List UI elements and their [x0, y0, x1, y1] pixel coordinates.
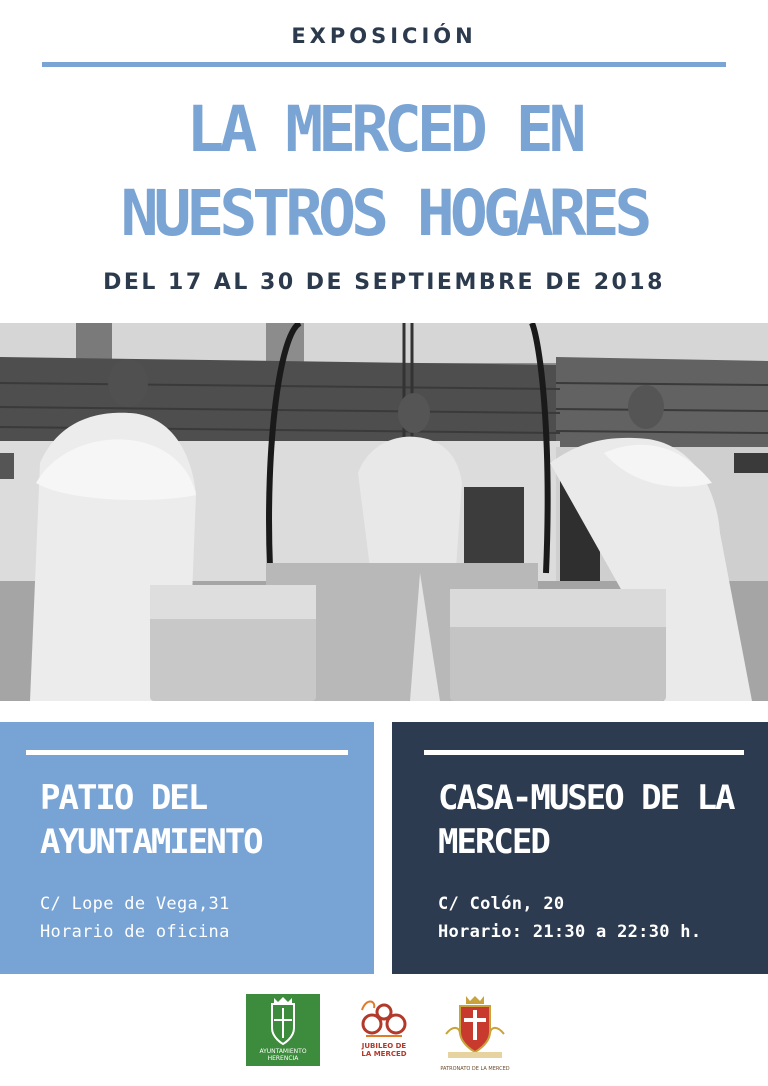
- title-line-1: LA MERCED EN: [186, 93, 582, 166]
- patronato-logo: [440, 994, 510, 1072]
- jubileo-caption-line-2: LA MERCED: [361, 1050, 407, 1058]
- exhibition-dates: DEL 17 AL 30 DE SEPTIEMBRE DE 2018: [103, 270, 665, 295]
- venue-card-divider: [424, 750, 744, 755]
- jubileo-caption-line-1: JUBILEO DE: [361, 1042, 407, 1050]
- venue-title-line-2: AYUNTAMIENTO: [40, 822, 262, 862]
- top-divider: [42, 62, 726, 67]
- jubileo-logo: [352, 994, 416, 1070]
- venue-address: C/ Lope de Vega,31: [40, 894, 230, 914]
- ayuntamiento-herencia-logo: [246, 994, 320, 1066]
- herencia-caption: AYUNTAMIENTO HERENCIA: [259, 1048, 307, 1062]
- venue-title-line-1: PATIO DEL: [40, 778, 207, 818]
- venue-card-divider: [26, 750, 348, 755]
- poster-title: [0, 88, 768, 256]
- venue-card-casa-museo: [392, 722, 768, 974]
- venue-title-line-1: CASA-MUSEO DE LA: [438, 778, 734, 818]
- venue-card-ayuntamiento: [0, 722, 374, 974]
- coat-of-arms-icon: [246, 994, 320, 1050]
- mercedarian-shield-icon: [440, 994, 510, 1060]
- venue-hours: Horario de oficina: [40, 922, 230, 942]
- friars-well-illustration: [0, 323, 768, 701]
- sponsor-logos: [0, 990, 768, 1080]
- venue-title-line-2: MERCED: [438, 822, 549, 862]
- historic-photo: [0, 323, 768, 701]
- title-line-2: NUESTROS HOGARES: [120, 177, 648, 250]
- venue-address: C/ Colón, 20: [438, 894, 565, 914]
- venue-hours: Horario: 21:30 a 22:30 h.: [438, 922, 702, 942]
- venue-title: [40, 776, 370, 864]
- patronato-caption: PATRONATO DE LA MERCED: [440, 1066, 510, 1072]
- jubileo-emblem-icon: [352, 994, 416, 1042]
- jubileo-caption: [352, 1042, 416, 1058]
- venue-title: [438, 776, 768, 864]
- exhibition-label: EXPOSICIÓN: [291, 24, 477, 48]
